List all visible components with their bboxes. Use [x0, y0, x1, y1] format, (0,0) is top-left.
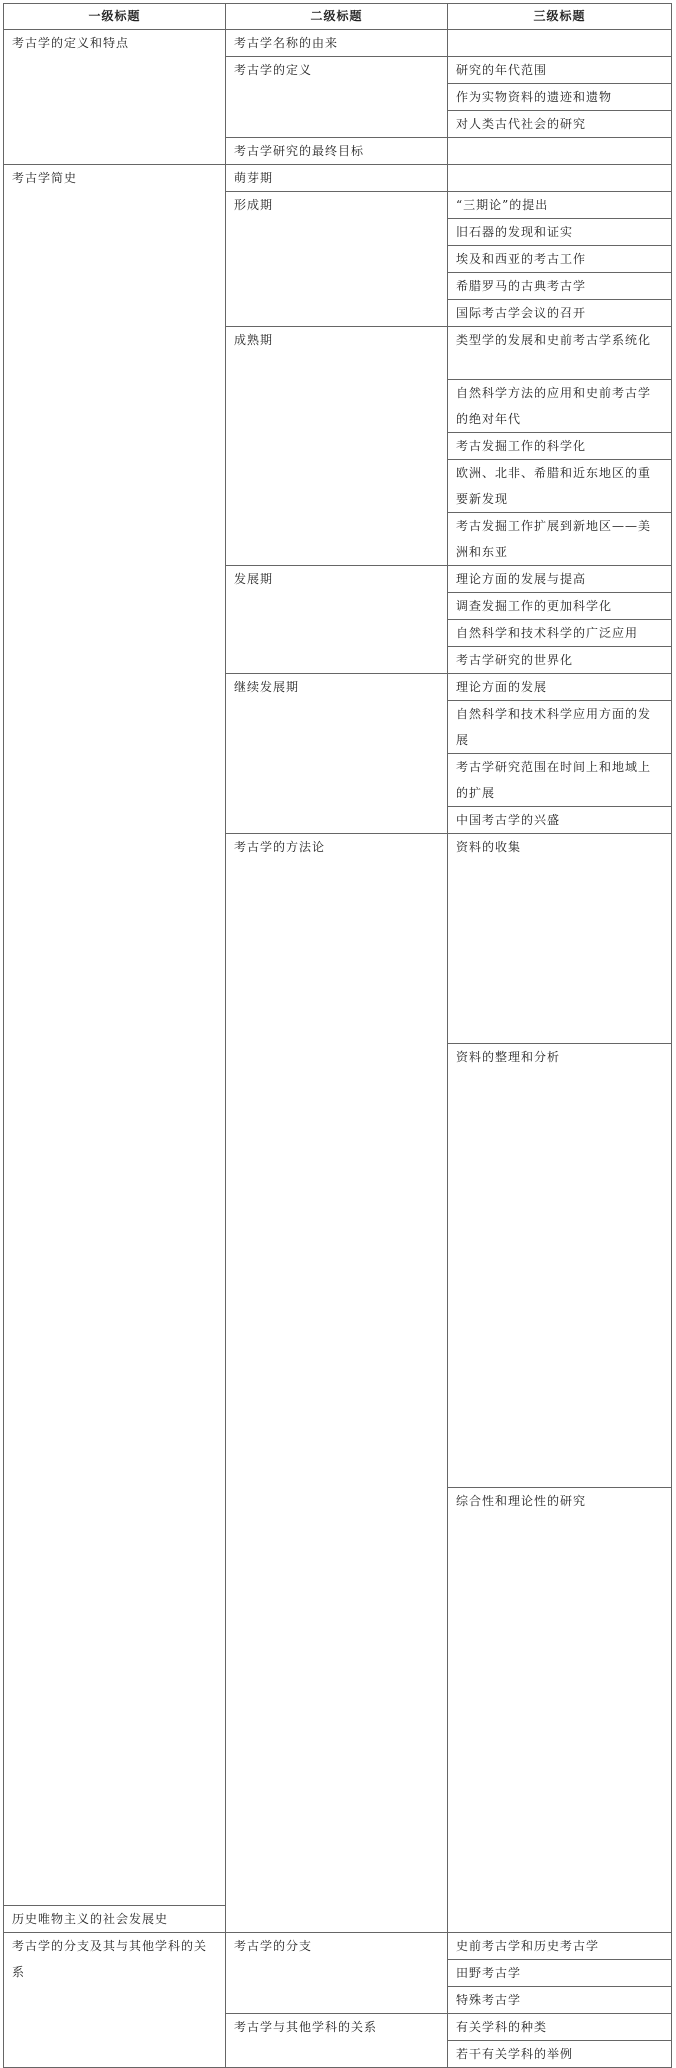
table-row [4, 1933, 672, 1960]
level-3-label: 国际考古学会议的召开 [456, 306, 587, 320]
level-3-label: 理论方面的发展与提高 [456, 572, 587, 586]
level-3-label: 田野考古学 [456, 1966, 522, 1980]
level-2-heading [226, 192, 448, 327]
table-row [4, 30, 672, 57]
header-row [4, 4, 672, 30]
level-3-label: 考古学研究范围在时间上和地域上的扩展 [456, 760, 652, 800]
level-2-label: 考古学的分支 [234, 1939, 313, 1953]
level-2-label: 资料的整理和分析 [456, 1050, 561, 1064]
level-2-label: 形成期 [234, 198, 274, 212]
level-2-heading [226, 2014, 448, 2068]
level-3-heading [448, 300, 672, 327]
level-3-heading [448, 327, 672, 380]
level-2-label: 发展期 [234, 572, 274, 586]
level-1-label: 考古学简史 [12, 171, 78, 185]
level-2-heading [226, 1933, 448, 2014]
level-3-heading [448, 460, 672, 513]
level-1-label: 考古学的分支及其与其他学科的关系 [12, 1939, 208, 1979]
level-3-heading [448, 219, 672, 246]
level-3-heading [448, 647, 672, 674]
level-3-heading [448, 57, 672, 84]
level-3-heading [448, 674, 672, 701]
level-3-heading [448, 701, 672, 754]
level-3-label: 考古学研究的世界化 [456, 653, 574, 667]
level-3-heading [448, 192, 672, 219]
level-2-label: 综合性和理论性的研究 [456, 1494, 587, 1508]
level-1-heading [226, 834, 448, 1933]
level-3-label: 旧石器的发现和证实 [456, 225, 574, 239]
outline-table [3, 3, 672, 2068]
level-3-label: 自然科学和技术科学的广泛应用 [456, 626, 639, 640]
level-3-heading [448, 273, 672, 300]
level-3-label: 若干有关学科的举例 [456, 2047, 574, 2061]
level-3-heading [448, 620, 672, 647]
level-3-heading [448, 111, 672, 138]
level-1-label: 考古学的定义和特点 [12, 36, 130, 50]
level-1-heading [4, 1933, 226, 2068]
level-3-label: 希腊罗马的古典考古学 [456, 279, 587, 293]
level-3-heading [448, 1933, 672, 1960]
level-2-label: 继续发展期 [234, 680, 300, 694]
level-2-label: 成熟期 [234, 333, 274, 347]
level-2-label: 萌芽期 [234, 171, 274, 185]
header-level-1: 一级标题 [4, 4, 226, 30]
level-2-heading [226, 138, 448, 165]
level-3-label: 史前考古学和历史考古学 [456, 1939, 600, 1953]
level-3-heading [448, 30, 672, 57]
level-1-heading [4, 165, 226, 1906]
level-3-heading [448, 84, 672, 111]
level-3-heading [4, 1906, 226, 1933]
level-3-heading [448, 1987, 672, 2014]
level-2-label: 考古学与其他学科的关系 [234, 2020, 378, 2034]
level-3-label: “三期论”的提出 [456, 198, 549, 212]
level-3-label: 历史唯物主义的社会发展史 [12, 1912, 169, 1926]
level-3-label: 中国考古学的兴盛 [456, 813, 561, 827]
level-2-heading [226, 30, 448, 57]
level-2-label: 考古学研究的最终目标 [234, 144, 365, 158]
level-3-heading [448, 138, 672, 165]
level-2-heading [226, 165, 448, 192]
level-3-label: 理论方面的发展 [456, 680, 548, 694]
level-3-heading [448, 2014, 672, 2041]
level-3-label: 作为实物资料的遗迹和遗物 [456, 90, 613, 104]
level-3-heading [448, 165, 672, 192]
table-row [4, 165, 672, 192]
level-3-label: 有关学科的种类 [456, 2020, 548, 2034]
level-2-heading [448, 1044, 672, 1488]
level-3-heading [448, 513, 672, 566]
level-3-label: 类型学的发展和史前考古学系统化 [456, 333, 652, 347]
level-2-heading [448, 1488, 672, 1933]
level-3-label: 自然科学方法的应用和史前考古学的绝对年代 [456, 386, 652, 426]
level-3-label: 自然科学和技术科学应用方面的发展 [456, 707, 652, 747]
level-1-label: 考古学的方法论 [234, 840, 326, 854]
level-3-heading [448, 754, 672, 807]
level-2-heading [226, 566, 448, 674]
level-3-heading [448, 433, 672, 460]
header-level-3: 三级标题 [448, 4, 672, 30]
level-3-label: 特殊考古学 [456, 1993, 522, 2007]
level-3-label: 考古发掘工作的科学化 [456, 439, 587, 453]
level-3-heading [448, 246, 672, 273]
level-3-heading [448, 807, 672, 834]
table-body [4, 30, 672, 2068]
level-3-heading [448, 1960, 672, 1987]
level-3-label: 埃及和西亚的考古工作 [456, 252, 587, 266]
level-2-heading [448, 834, 672, 1044]
level-2-label: 资料的收集 [456, 840, 522, 854]
header-level-2: 二级标题 [226, 4, 448, 30]
level-3-label: 调查发掘工作的更加科学化 [456, 599, 613, 613]
level-3-label: 对人类古代社会的研究 [456, 117, 587, 131]
level-2-heading [226, 674, 448, 834]
table-header [4, 4, 672, 30]
level-3-heading [448, 380, 672, 433]
level-3-heading [448, 566, 672, 593]
level-3-label: 考古发掘工作扩展到新地区——美洲和东亚 [456, 519, 652, 559]
level-1-heading [4, 30, 226, 165]
level-3-label: 研究的年代范围 [456, 63, 548, 77]
level-2-heading [226, 327, 448, 566]
level-2-label: 考古学的定义 [234, 63, 313, 77]
level-3-heading [448, 593, 672, 620]
level-2-heading [226, 57, 448, 138]
level-3-label: 欧洲、北非、希腊和近东地区的重要新发现 [456, 466, 652, 506]
level-3-heading [448, 2041, 672, 2068]
level-2-label: 考古学名称的由来 [234, 36, 339, 50]
